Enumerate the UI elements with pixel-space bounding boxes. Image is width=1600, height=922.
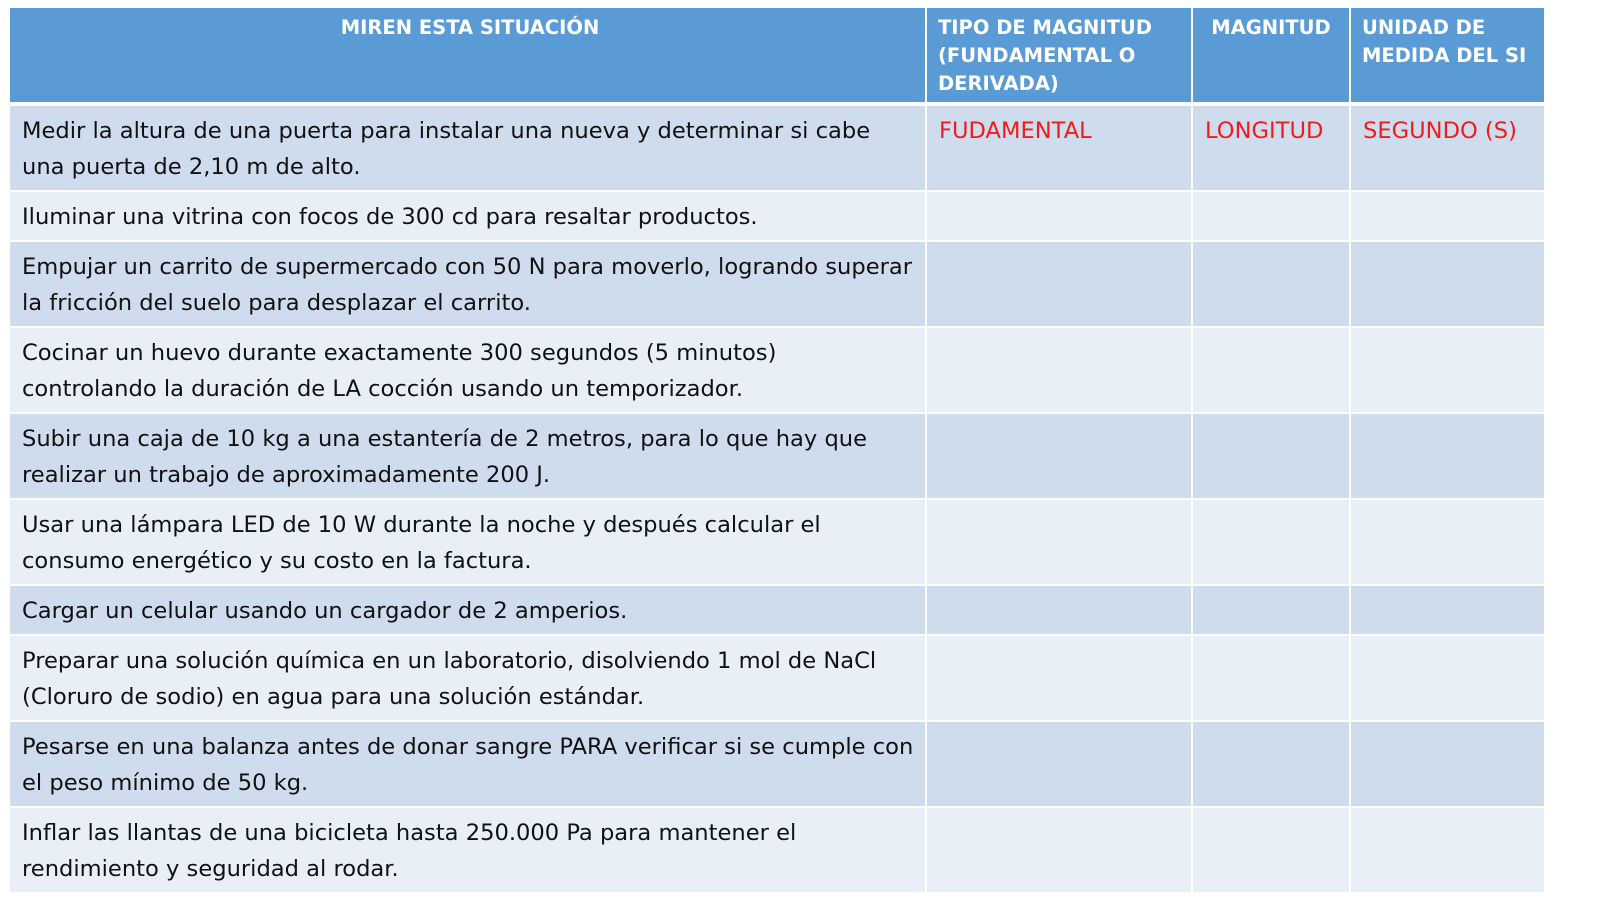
tipo-cell[interactable] [926, 191, 1192, 241]
magnitud-cell[interactable] [1192, 241, 1350, 327]
table-row [10, 104, 1544, 191]
situation-cell: Empujar un carrito de supermercado con 50 N para moverlo, logrando superar la fricción del suelo para desplazar el carrito. [10, 241, 926, 327]
tipo-cell[interactable] [926, 721, 1192, 807]
situation-cell: Preparar una solución química en un laboratorio, disolviendo 1 mol de NaCl (Cloruro de sodio) en agua para una solución estándar. [10, 635, 926, 721]
unidad-cell[interactable]: SEGUNDO (S) [1350, 104, 1544, 191]
unidad-cell[interactable] [1350, 413, 1544, 499]
table-row [10, 413, 1544, 499]
unidad-cell[interactable] [1350, 499, 1544, 585]
table-row [10, 807, 1544, 893]
table-row [10, 721, 1544, 807]
situation-cell: Subir una caja de 10 kg a una estantería de 2 metros, para lo que hay que realizar un trabajo de aproximadamente 200 J. [10, 413, 926, 499]
magnitud-cell[interactable] [1192, 635, 1350, 721]
tipo-cell[interactable] [926, 413, 1192, 499]
magnitud-cell[interactable] [1192, 585, 1350, 635]
magnitudes-table [10, 8, 1544, 894]
magnitud-cell[interactable] [1192, 721, 1350, 807]
tipo-cell[interactable] [926, 635, 1192, 721]
situation-cell: Inflar las llantas de una bicicleta hasta 250.000 Pa para mantener el rendimiento y seguridad al rodar. [10, 807, 926, 893]
magnitud-cell[interactable] [1192, 327, 1350, 413]
situation-cell: Iluminar una vitrina con focos de 300 cd para resaltar productos. [10, 191, 926, 241]
unidad-cell[interactable] [1350, 191, 1544, 241]
situation-cell: Pesarse en una balanza antes de donar sangre PARA verificar si se cumple con el peso mínimo de 50 kg. [10, 721, 926, 807]
tipo-cell[interactable]: FUDAMENTAL [926, 104, 1192, 191]
header-row [10, 8, 1544, 104]
situation-cell: Cargar un celular usando un cargador de 2 amperios. [10, 585, 926, 635]
header-situacion: MIREN ESTA SITUACIÓN [10, 8, 926, 104]
situation-cell: Medir la altura de una puerta para instalar una nueva y determinar si cabe una puerta de 2,10 m de alto. [10, 104, 926, 191]
magnitud-cell[interactable] [1192, 413, 1350, 499]
situation-cell: Usar una lámpara LED de 10 W durante la noche y después calcular el consumo energético y su costo en la factura. [10, 499, 926, 585]
table-row [10, 241, 1544, 327]
unidad-cell[interactable] [1350, 327, 1544, 413]
magnitud-cell[interactable] [1192, 807, 1350, 893]
tipo-cell[interactable] [926, 807, 1192, 893]
unidad-cell[interactable] [1350, 241, 1544, 327]
table-row [10, 191, 1544, 241]
header-unidad-si: UNIDAD DE MEDIDA DEL SI [1350, 8, 1544, 104]
tipo-cell[interactable] [926, 499, 1192, 585]
magnitud-cell[interactable] [1192, 499, 1350, 585]
header-magnitud: MAGNITUD [1192, 8, 1350, 104]
table-row [10, 585, 1544, 635]
table-row [10, 499, 1544, 585]
unidad-cell[interactable] [1350, 585, 1544, 635]
unidad-cell[interactable] [1350, 635, 1544, 721]
tipo-cell[interactable] [926, 585, 1192, 635]
table-row [10, 327, 1544, 413]
table-row [10, 635, 1544, 721]
unidad-cell[interactable] [1350, 807, 1544, 893]
header-tipo-magnitud: TIPO DE MAGNITUD (FUNDAMENTAL O DERIVADA) [926, 8, 1192, 104]
tipo-cell[interactable] [926, 241, 1192, 327]
magnitud-cell[interactable]: LONGITUD [1192, 104, 1350, 191]
tipo-cell[interactable] [926, 327, 1192, 413]
situation-cell: Cocinar un huevo durante exactamente 300 segundos (5 minutos) controlando la duración de LA cocción usando un temporizador. [10, 327, 926, 413]
magnitud-cell[interactable] [1192, 191, 1350, 241]
unidad-cell[interactable] [1350, 721, 1544, 807]
